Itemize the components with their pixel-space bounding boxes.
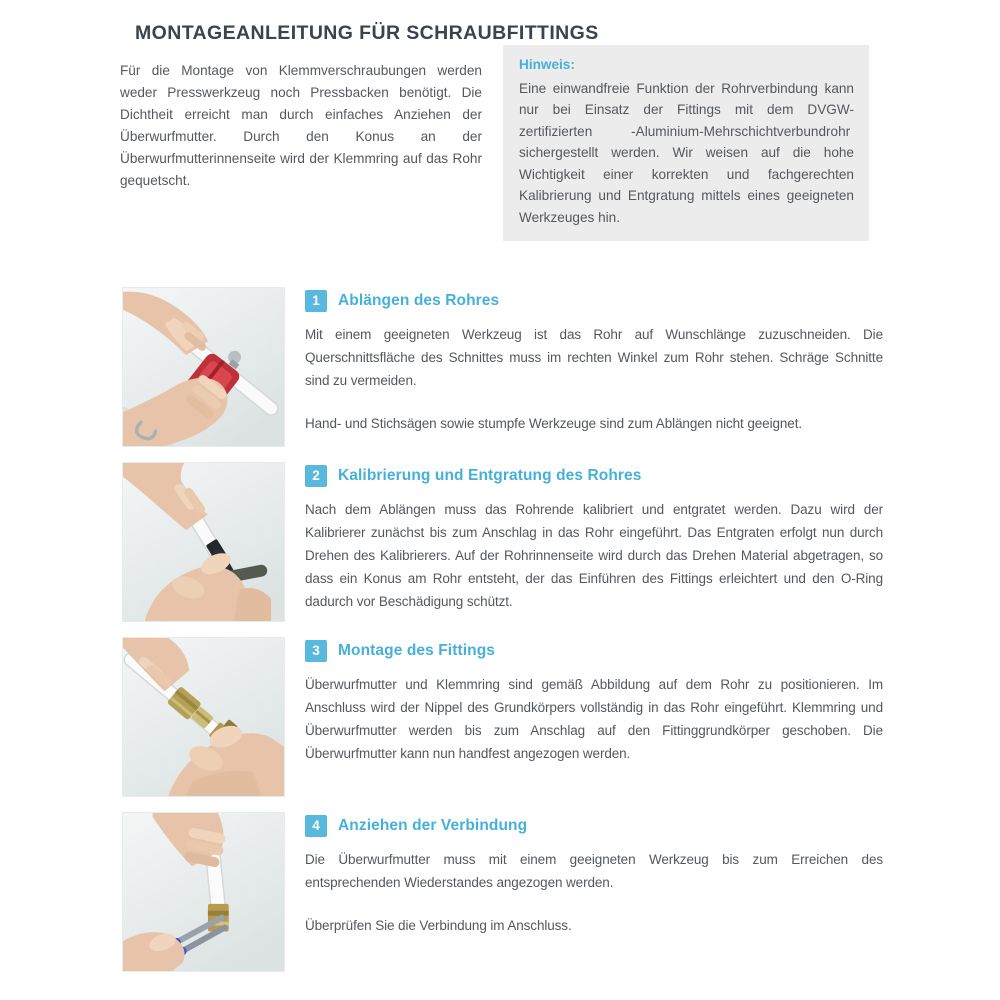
note-text: Eine einwandfreie Funktion der Rohrverbindung kann nur bei Einsatz der Fittings mit dem DVGW-zertifizierten -Aluminium-Mehrschichtverbundrohr sichergestellt werden. Wir weisen auf die hohe Wichtigkeit einer korrekten und fachgerechten Kalibrierung und Entgratung mittels eines geeigneten Werkzeuges hin. <box>519 80 854 225</box>
step-4-paragraph: Die Überwurfmutter muss mit einem geeigneten Werkzeug bis zum Erreichen des entsprechenden Wiederstandes angezogen werden. <box>305 852 883 890</box>
step-3-number-badge: 3 <box>305 640 327 662</box>
step-3-content <box>305 639 883 765</box>
step-section-2 <box>0 461 1000 636</box>
step-section-3 <box>0 636 1000 811</box>
step-section-4 <box>0 811 1000 986</box>
step-2-header <box>305 464 883 487</box>
calibrator-illustration <box>123 463 284 621</box>
page-title: MONTAGEANLEITUNG FÜR SCHRAUBFITTINGS <box>135 22 599 45</box>
step-1-photo-pipe-cutting <box>122 287 285 447</box>
note-box <box>503 45 869 241</box>
step-2-content <box>305 464 883 613</box>
step-section-1 <box>0 286 1000 461</box>
intro-paragraph: Für die Montage von Klemmverschraubungen werden weder Presswerkzeug noch Pressbacken benötigt. Die Dichtheit erreicht man durch einfaches Anziehen der Überwurfmutter. Durch den Konus an der Überwurfmutterinnenseite wird der Klemmring auf das Rohr gequetscht. <box>120 62 482 188</box>
step-1-number-badge: 1 <box>305 290 327 312</box>
step-2-title: Kalibrierung und Entgratung des Rohres <box>338 466 642 484</box>
step-4-paragraph: Überprüfen Sie die Verbindung im Anschluss. <box>305 918 572 933</box>
fitting-assembly-illustration <box>123 638 284 796</box>
step-3-paragraph: Überwurfmutter und Klemmring sind gemäß Abbildung auf dem Rohr zu positionieren. Im Anschluss wird der Nippel des Grundkörpers vollständig in das Rohr eingeführt. Klemmring und Überwurfmutter werden bis zum Anschlag auf den Fittinggrundkörper geschoben. Die Überwurfmutter kann nun handfest angezogen werden. <box>305 677 883 761</box>
step-1-paragraph: Hand- und Stichsägen sowie stumpfe Werkzeuge sind zum Ablängen nicht geeignet. <box>305 416 803 431</box>
note-label: Hinweis: <box>519 57 575 72</box>
step-1-content <box>305 289 883 435</box>
pipe-cutter-illustration <box>123 288 284 446</box>
step-1-title: Ablängen des Rohres <box>338 291 500 309</box>
step-1-header <box>305 289 883 312</box>
step-2-number-badge: 2 <box>305 465 327 487</box>
step-1-paragraph: Mit einem geeigneten Werkzeug ist das Rohr auf Wunschlänge zuzuschneiden. Die Querschnittsfläche des Schnittes muss im rechten Winkel zum Rohr stehen. Schräge Schnitte sind zu vermeiden. <box>305 327 883 388</box>
step-4-photo-tightening <box>122 812 285 972</box>
step-4-content <box>305 814 883 937</box>
step-3-header <box>305 639 883 662</box>
step-3-title: Montage des Fittings <box>338 641 495 659</box>
step-2-paragraph: Nach dem Ablängen muss das Rohrende kalibriert und entgratet werden. Dazu wird der Kalibrierer zunächst bis zum Anschlag in das Rohr eingeführt. Das Entgraten erfolgt nun durch Drehen des Kalibrierers. Auf der Rohrinnenseite wird durch das Drehen Material abgetragen, so dass ein Konus am Rohr entsteht, der das Einführen des Fittings erleichtert und den O-Ring dadurch vor Beschädigung schützt. <box>305 502 883 609</box>
step-4-title: Anziehen der Verbindung <box>338 816 528 834</box>
step-2-photo-calibration <box>122 462 285 622</box>
wrench-tightening-illustration <box>123 813 284 971</box>
step-3-photo-fitting-assembly <box>122 637 285 797</box>
step-4-number-badge: 4 <box>305 815 327 837</box>
step-4-header <box>305 814 883 837</box>
